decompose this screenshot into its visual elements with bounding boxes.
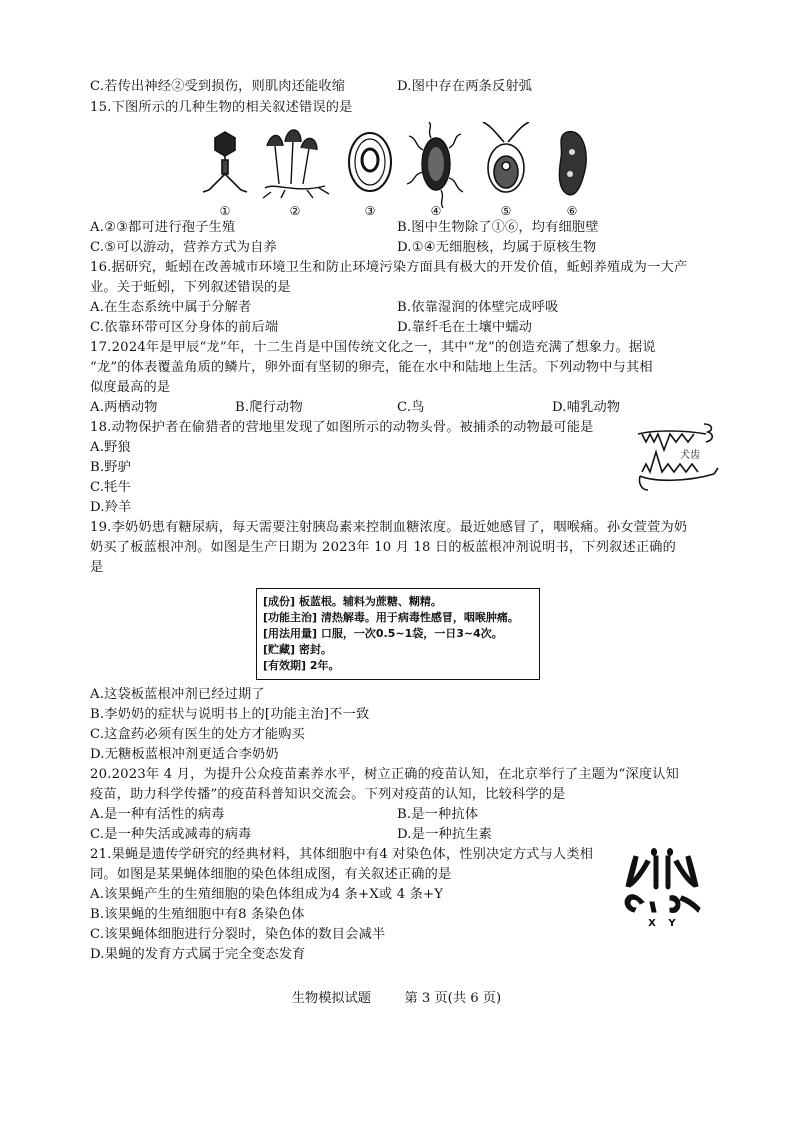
q20-option-a: A.是一种有活性的病毒 — [90, 807, 225, 822]
q17-option-a: A.两栖动物 — [90, 400, 158, 415]
q17-option-c: C.鸟 — [397, 400, 425, 415]
q19-option-c: C.这盒药必须有医生的处方才能购买 — [90, 727, 306, 742]
q16-option-a: A.在生态系统中属于分解者 — [90, 300, 252, 315]
yeast-cell-icon — [349, 133, 391, 191]
q17-stem-line3: 似度最高的是 — [90, 380, 171, 395]
q21-option-a: A.该果蝇产生的生殖细胞的染色体组成为4 条+X或 4 条+Y — [90, 887, 444, 902]
q19-stem-line2: 奶买了板蓝根冲剂。如图是生产日期为 2023年 10 月 18 日的板蓝根冲剂说明书，下列叙述正确的 — [90, 540, 677, 555]
figure-label-2: ② — [289, 204, 301, 218]
box-storage: [贮藏] 密封。 — [263, 643, 332, 656]
canine-label: 犬齿 — [680, 450, 700, 461]
figure-label-1: ① — [219, 204, 231, 218]
q15-organisms-figure — [195, 122, 605, 220]
q19-option-d: D.无糖板蓝根冲剂更适合李奶奶 — [90, 747, 279, 762]
q18-option-c: C.牦牛 — [90, 480, 131, 495]
q18-skull-figure — [634, 420, 724, 496]
q15-option-c: C.⑤可以游动，营养方式为自养 — [90, 240, 277, 255]
figure-label-6: ⑥ — [566, 204, 578, 218]
skull-teeth-icon — [638, 424, 718, 490]
q19-option-a: A.这袋板蓝根冲剂已经过期了 — [90, 687, 265, 702]
q16-option-d: D.靠纤毛在土壤中蠕动 — [397, 320, 533, 335]
q20-option-d: D.是一种抗生素 — [397, 827, 493, 842]
q19-stem-line3: 是 — [90, 560, 104, 575]
box-expiry: [有效期] 2年。 — [263, 659, 340, 672]
box-indications: [功能主治] 清热解毒。用于病毒性感冒，咽喉肿痛。 — [263, 611, 519, 624]
q18-option-b: B.野驴 — [90, 460, 132, 475]
q21-stem-line2: 同。如图是某果蝇体细胞的染色体组成图，有关叙述正确的是 — [90, 867, 452, 882]
medicine-instruction-box — [256, 588, 540, 680]
q21-option-d: D.果蝇的发育方式属于完全变态发育 — [90, 947, 306, 962]
y-chromosome-label: Y — [668, 918, 676, 928]
q21-stem-line1: 21.果蝇是遗传学研究的经典材料，其体细胞中有4 对染色体，性别决定方式与人类相 — [90, 847, 594, 862]
q16-option-c: C.依靠环带可区分身体的前后端 — [90, 320, 279, 335]
chlamydomonas-icon — [483, 122, 529, 192]
bacteriophage-icon — [203, 132, 247, 192]
q20-stem-line2: 疫苗，助力科学传播”的疫苗科普知识交流会。下列对疫苗的认知，比较科学的是 — [90, 787, 566, 802]
q17-stem-line1: 17.2024年是甲辰“龙”年，十二生肖是中国传统文化之一，其中“龙”的创造充满了想象力。据说 — [90, 340, 656, 355]
x-chromosome-label: X — [648, 918, 656, 928]
q18-option-a: A.野狼 — [90, 440, 131, 455]
q20-option-c: C.是一种失活或减毒的病毒 — [90, 827, 252, 842]
figure-label-3: ③ — [364, 204, 376, 218]
q15-option-a: A.②③都可进行孢子生殖 — [90, 220, 236, 235]
chromosome-icon — [625, 849, 700, 913]
mold-icon — [263, 130, 329, 198]
q20-stem-line1: 20.2023年 4 月，为提升公众疫苗素养水平，树立正确的疫苗认知，在北京举行了主题为“深度认知 — [90, 767, 679, 782]
q20-option-b: B.是一种抗体 — [397, 807, 479, 822]
bacterium-icon — [407, 122, 463, 208]
q18-option-d: D.羚羊 — [90, 500, 132, 515]
q14-option-d: D.图中存在两条反射弧 — [397, 79, 533, 94]
q15-option-b: B.图中生物除了①⑥，均有细胞壁 — [397, 220, 599, 235]
q18-stem: 18.动物保护者在偷猎者的营地里发现了如图所示的动物头骨。被捕杀的动物最可能是 — [90, 420, 594, 435]
q19-stem-line1: 19.李奶奶患有糖尿病，每天需要注射胰岛素来控制血糖浓度。最近她感冒了，咽喉痛。孙女萱萱为奶 — [90, 520, 688, 535]
figure-label-5: ⑤ — [500, 204, 512, 218]
q19-option-b: B.李奶奶的症状与说明书上的[功能主治]不一致 — [90, 707, 370, 722]
q17-option-d: D.哺乳动物 — [552, 400, 621, 415]
q16-option-b: B.依靠湿润的体壁完成呼吸 — [397, 300, 559, 315]
q21-chromosome-figure — [620, 846, 708, 928]
figure-label-4: ④ — [430, 204, 442, 218]
paramecium-icon — [559, 132, 586, 195]
q16-stem-line2: 业。关于蚯蚓，下列叙述错误的是 — [90, 280, 291, 295]
q21-option-c: C.该果蝇体细胞进行分裂时，染色体的数目会减半 — [90, 927, 386, 942]
q16-stem-line1: 16.据研究，蚯蚓在改善城市环境卫生和防止环境污染方面具有极大的开发价值，蚯蚓养殖成为一大产 — [90, 260, 688, 275]
page-footer: 生物模拟试题 第 3 页(共 6 页) — [291, 991, 502, 1006]
q17-stem-line2: “龙”的体表覆盖角质的鳞片，卵外面有坚韧的卵壳，能在水中和陆地上生活。下列动物中与其相 — [90, 360, 653, 375]
box-ingredients: [成份] 板蓝根。辅料为蔗糖、糊精。 — [263, 595, 442, 608]
q15-stem: 15.下图所示的几种生物的相关叙述错误的是 — [90, 100, 353, 115]
box-dosage: [用法用量] 口服，一次0.5~1袋，一日3~4次。 — [263, 627, 503, 640]
q21-option-b: B.该果蝇的生殖细胞中有8 条染色体 — [90, 907, 305, 922]
q17-option-b: B.爬行动物 — [235, 400, 303, 415]
q14-option-c: C.若传出神经②受到损伤，则肌肉还能收缩 — [90, 79, 346, 94]
q15-option-d: D.①④无细胞核，均属于原核生物 — [397, 240, 597, 255]
